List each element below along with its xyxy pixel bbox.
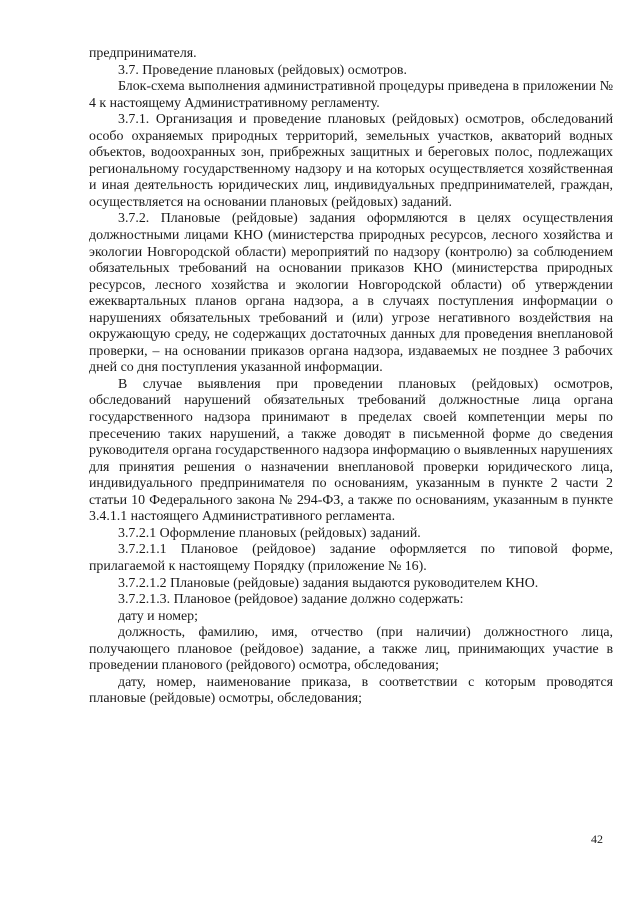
- list-item: дату, номер, наименование приказа, в соответствии с которым проводятся плановые (рейдовые) осмотры, обследования;: [89, 674, 613, 707]
- document-body: [89, 46, 613, 708]
- list-item: должность, фамилию, имя, отчество (при наличии) должностного лица, получающего плановое (рейдовое) задание, а также лиц, принимающих участие в проведении планового (рейдового) осмотра, обследования;: [89, 625, 613, 674]
- paragraph-3-7-1: 3.7.1. Организация и проведение плановых (рейдовых) осмотров, обследований особо охраняемых природных территорий, земельных участков, акваторий водных объектов, водоохранных зон, прибрежных защитных и береговых полос, подлежащих региональному государственному надзору и на которых осуществляется хозяйственная и иная деятельность юридических лиц, индивидуальных предпринимателей, граждан, осуществляется на основании плановых (рейдовых) заданий.: [89, 112, 613, 210]
- page-number: 42: [591, 832, 603, 846]
- paragraph: В случае выявления при проведении плановых (рейдовых) осмотров, обследований нарушений обязательных требований должностные лица органа государственного надзора принимают в пределах своей компетенции меры по пресечению таких нарушений, а также доводят в письменной форме до сведения руководителя органа государственного надзора информацию о выявленных нарушениях для принятия решения о назначении внеплановой проверки юридического лица, индивидуального предпринимателя по основаниям, указанным в пункте 2 части 2 статьи 10 Федерального закона № 294-ФЗ, а также по основаниям, указанным в пункте 3.4.1.1 настоящего Административного регламента.: [89, 376, 613, 525]
- paragraph-3-7-2-1-3: 3.7.2.1.3. Плановое (рейдовое) задание должно содержать:: [118, 592, 464, 608]
- paragraph-3-7-2: 3.7.2. Плановые (рейдовые) задания оформляются в целях осуществления должностными лицами КНО (министерства природных ресурсов, лесного хозяйства и экологии Новгородской области) мероприятий по надзору (контролю) за соблюдением обязательных требований на основании приказов КНО (министерства природных ресурсов, лесного хозяйства и экологии Новгородской области) об утверждении ежеквартальных планов органа надзора, а в случаях поступления информации о нарушениях обязательных требований и (или) угрозе негативного воздействия на окружающую среду, не содержащих достаточных данных для проведения внеплановой проверки, – на основании приказов органа надзора, издаваемых не позднее 3 рабочих дней со дня поступления указанной информации.: [89, 211, 613, 376]
- paragraph-3-7-2-1-1: 3.7.2.1.1 Плановое (рейдовое) задание оформляется по типовой форме, прилагаемой к настоящему Порядку (приложение № 16).: [89, 542, 613, 574]
- paragraph: Блок-схема выполнения административной процедуры приведена в приложении № 4 к настоящему Административному регламенту.: [89, 79, 613, 111]
- paragraph-3-7-2-1: 3.7.2.1 Оформление плановых (рейдовых) заданий.: [118, 525, 421, 541]
- paragraph-3-7-2-1-2: 3.7.2.1.2 Плановые (рейдовые) задания выдаются руководителем КНО.: [118, 575, 539, 591]
- section-heading-3-7: 3.7. Проведение плановых (рейдовых) осмотров.: [118, 62, 407, 78]
- paragraph: предпринимателя.: [89, 46, 197, 61]
- list-item: дату и номер;: [118, 608, 198, 624]
